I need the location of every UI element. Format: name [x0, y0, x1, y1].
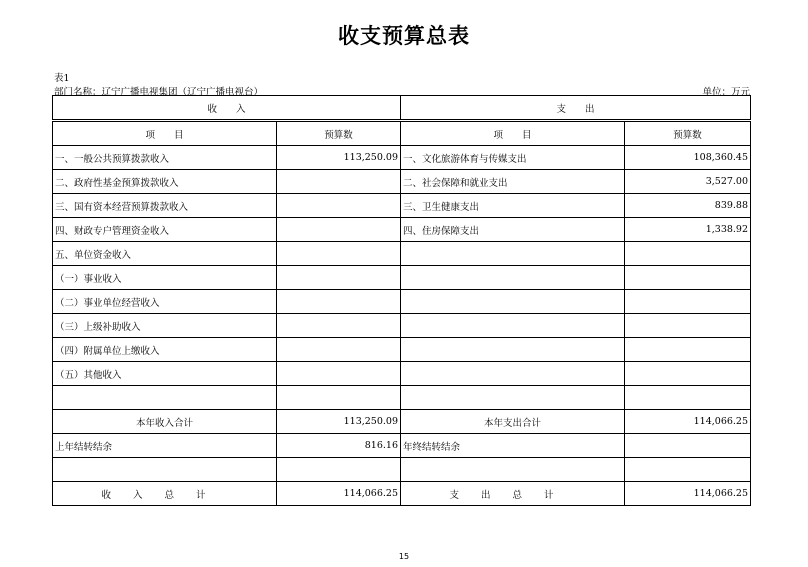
income-item-cell: 二、政府性基金预算拨款收入	[53, 170, 277, 194]
income-amount-cell	[277, 290, 401, 314]
income-amount-cell: 113,250.09	[277, 146, 401, 170]
expense-item-cell	[401, 338, 625, 362]
expense-item-cell	[401, 386, 625, 410]
income-amount-cell	[277, 338, 401, 362]
income-item-cell: （五）其他收入	[53, 362, 277, 386]
income-subtotal-label: 本年收入合计	[53, 410, 277, 434]
expense-item-cell: 三、卫生健康支出	[401, 194, 625, 218]
income-item-cell: 四、财政专户管理资金收入	[53, 218, 277, 242]
expense-amount-cell	[625, 290, 751, 314]
expense-item-cell	[401, 362, 625, 386]
table-row	[53, 146, 751, 170]
expense-item-cell: 四、住房保障支出	[401, 218, 625, 242]
income-amount-cell	[277, 170, 401, 194]
income-item-cell: 三、国有资本经营预算拨款收入	[53, 194, 277, 218]
income-item-cell: （三）上级补助收入	[53, 314, 277, 338]
expense-amount-cell	[625, 386, 751, 410]
income-item-header: 项 目	[53, 121, 277, 146]
table-row	[53, 290, 751, 314]
total-row	[53, 482, 751, 506]
expense-amount-cell: 108,360.45	[625, 146, 751, 170]
table-row	[53, 362, 751, 386]
expense-item-cell	[401, 314, 625, 338]
expense-item-cell	[401, 266, 625, 290]
income-carryover-label: 上年结转结余	[53, 434, 277, 458]
income-item-cell	[53, 386, 277, 410]
section-header-row	[53, 96, 751, 121]
income-total-amount: 114,066.25	[277, 482, 401, 506]
page-title: 收支预算总表	[338, 24, 470, 48]
empty-cell	[401, 458, 625, 482]
table-row	[53, 314, 751, 338]
empty-cell	[53, 458, 277, 482]
income-amount-cell	[277, 194, 401, 218]
page-number: 15	[398, 552, 410, 561]
income-amount-cell	[277, 362, 401, 386]
income-amount-cell	[277, 386, 401, 410]
department-name: 部门名称：辽宁广播电视集团（辽宁广播电视台）	[54, 87, 264, 98]
income-carryover-amount: 816.16	[277, 434, 401, 458]
table-row	[53, 242, 751, 266]
expense-subtotal-label: 本年支出合计	[401, 410, 625, 434]
table-number: 表1	[54, 73, 70, 84]
income-amount-cell	[277, 242, 401, 266]
unit-label: 单位：万元	[702, 87, 750, 98]
income-amount-cell	[277, 266, 401, 290]
income-total-label: 收入总计	[53, 482, 277, 506]
income-amount-cell	[277, 218, 401, 242]
income-item-cell: （四）附属单位上缴收入	[53, 338, 277, 362]
empty-cell	[625, 458, 751, 482]
column-header-row	[53, 121, 751, 146]
income-subtotal-amount: 113,250.09	[277, 410, 401, 434]
subtotal-row	[53, 410, 751, 434]
expense-section-header: 支 出	[401, 96, 751, 121]
budget-summary-table	[52, 95, 751, 506]
table-row	[53, 338, 751, 362]
table-row	[53, 194, 751, 218]
expense-item-cell: 一、文化旅游体育与传媒支出	[401, 146, 625, 170]
expense-item-cell: 二、社会保障和就业支出	[401, 170, 625, 194]
expense-carryover-label: 年终结转结余	[401, 434, 625, 458]
income-item-cell: （二）事业单位经营收入	[53, 290, 277, 314]
expense-carryover-amount	[625, 434, 751, 458]
expense-total-amount: 114,066.25	[625, 482, 751, 506]
expense-subtotal-amount: 114,066.25	[625, 410, 751, 434]
expense-item-cell	[401, 242, 625, 266]
income-item-cell: （一）事业收入	[53, 266, 277, 290]
table-row	[53, 386, 751, 410]
expense-amount-cell: 3,527.00	[625, 170, 751, 194]
blank-row	[53, 458, 751, 482]
income-section-header: 收 入	[53, 96, 401, 121]
expense-amount-cell	[625, 242, 751, 266]
carryover-row	[53, 434, 751, 458]
table-row	[53, 218, 751, 242]
expense-amount-cell	[625, 266, 751, 290]
income-item-cell: 一、一般公共预算拨款收入	[53, 146, 277, 170]
expense-amount-cell	[625, 362, 751, 386]
expense-amount-cell	[625, 338, 751, 362]
expense-total-label: 支出总计	[401, 482, 625, 506]
income-budget-header: 预算数	[277, 121, 401, 146]
table-row	[53, 170, 751, 194]
expense-amount-cell	[625, 314, 751, 338]
expense-amount-cell: 1,338.92	[625, 218, 751, 242]
expense-amount-cell: 839.88	[625, 194, 751, 218]
income-item-cell: 五、单位资金收入	[53, 242, 277, 266]
expense-item-header: 项 目	[401, 121, 625, 146]
table-row	[53, 266, 751, 290]
empty-cell	[277, 458, 401, 482]
income-amount-cell	[277, 314, 401, 338]
expense-item-cell	[401, 290, 625, 314]
expense-budget-header: 预算数	[625, 121, 751, 146]
